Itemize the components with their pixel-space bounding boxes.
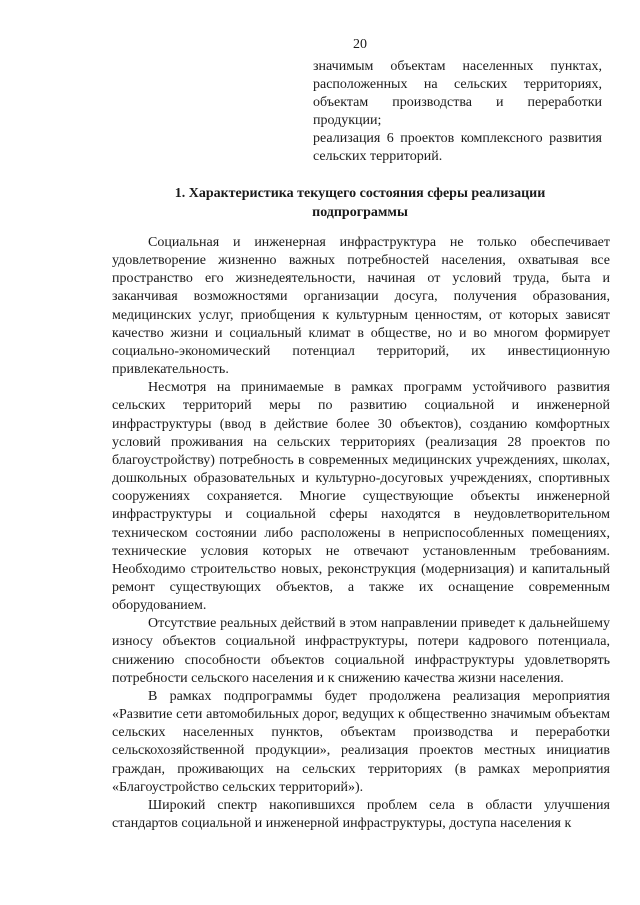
paragraph: Широкий спектр накопившихся проблем села в области улучшения стандартов социальной и инженерной инфраструктуры, доступа населения к — [112, 797, 610, 831]
list-item: реализация 6 проектов комплексного развития сельских территорий. — [313, 131, 602, 164]
list-item: значимым объектам населенных пунктах, расположенных на сельских территориях, объектам производства и переработки продукции; — [313, 59, 602, 128]
paragraph: Социальная и инженерная инфраструктура не только обеспечивает удовлетворение жизненно важных потребностей населения, охватывая все пространство его жизнедеятельности, начиная от условий труда, быта и заканчивая возможностями организации досуга, получения образования, медицинских услуг, приобщения к культурным ценностям, от которых зависят качество жизни и социальный климат в обществе, но и во многом формирует социально-экономический потенциал территорий, их инвестиционную привлекательность. — [112, 235, 610, 378]
page-number: 20 — [353, 37, 367, 52]
continued-list — [313, 58, 602, 166]
section-heading: 1. Характеристика текущего состояния сферы реализации подпрограммы — [174, 186, 546, 220]
paragraph: Отсутствие реальных действий в этом направлении приведет к дальнейшему износу объектов социальной инфраструктуры, потери кадрового потенциала, снижению способности объектов социальной инфраструктуры удовлетворять потребности сельского населения и к снижению качества жизни населения. — [112, 616, 610, 686]
paragraph: В рамках подпрограммы будет продолжена реализация мероприятия «Развитие сети автомобильных дорог, ведущих к общественно значимым объектам сельских населенных пунктов, объектам производства и переработки сельскохозяйственной продукции», реализация проектов местных инициатив граждан, проживающих на сельских территориях (в рамках мероприятия «Благоустройство сельских территорий»). — [112, 688, 610, 795]
paragraph: Несмотря на принимаемые в рамках программ устойчивого развития сельских территорий меры по развитию социальной и инженерной инфраструктуры (ввод в действие более 30 объектов), созданию комфортных условий проживания на сельских территориях (реализация 28 проектов по благоустройству) потребность в современных медицинских учреждениях, школах, дошкольных образовательных и культурно-досуговых учреждениях, спортивных сооружениях сохраняется. Многие существующие объекты инженерной инфраструктуры и социальной сферы находятся в неудовлетворительном техническом состоянии либо расположены в неприспособленных помещениях, технические условия которых не отвечают установленным требованиям. Необходимо строительство новых, реконструкция (модернизация) и капитальный ремонт существующих объектов, а также их оснащение современным оборудованием. — [112, 380, 610, 614]
section-body — [112, 234, 610, 833]
